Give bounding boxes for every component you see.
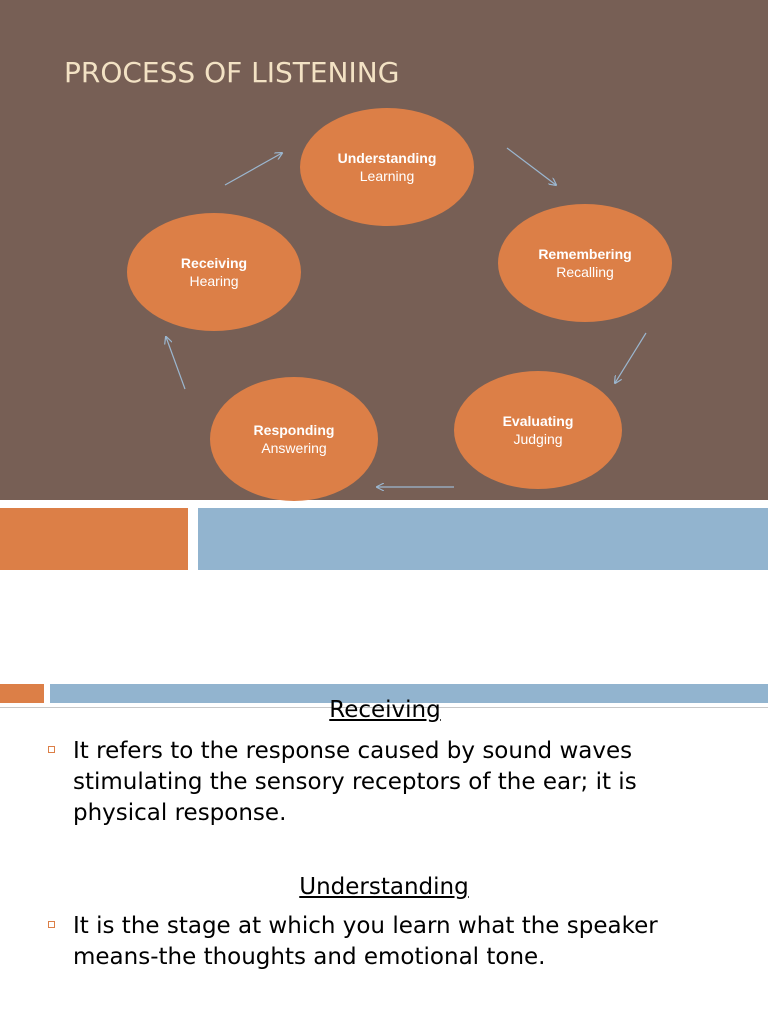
bullet-square-icon <box>48 746 55 753</box>
footer-accent-blue <box>198 508 768 570</box>
stage-subtitle: Learning <box>359 168 415 184</box>
arrow-remembering-to-evaluating <box>615 333 646 383</box>
stage-title: Evaluating <box>502 413 574 429</box>
stage-title: Remembering <box>538 246 632 262</box>
stage-title: Responding <box>253 422 335 438</box>
footer-accent-orange <box>0 508 188 570</box>
section-heading-receiving: Receiving <box>329 697 441 723</box>
slide-title: PROCESS OF LISTENING <box>64 56 400 89</box>
arrow-receiving-to-understanding <box>225 153 282 185</box>
stage-subtitle: Hearing <box>189 273 239 289</box>
bullet-square-icon <box>48 921 55 928</box>
stage-receiving <box>127 213 301 331</box>
stage-responding <box>210 377 378 501</box>
arrow-understanding-to-remembering <box>507 148 556 185</box>
bullet-text-understanding: It is the stage at which you learn what the speaker means-the thoughts and emotional tone. <box>73 913 658 970</box>
stage-subtitle: Judging <box>513 431 563 447</box>
stage-evaluating <box>454 371 622 489</box>
stage-subtitle: Answering <box>261 440 327 456</box>
stage-title: Receiving <box>180 255 248 271</box>
stage-subtitle: Recalling <box>556 264 614 280</box>
section-heading-understanding: Understanding <box>299 874 469 900</box>
stage-remembering <box>498 204 672 322</box>
bullet-text-receiving: It refers to the response caused by sound waves stimulating the sensory receptors of the ear; it is physical response. <box>73 738 637 826</box>
arrow-responding-to-receiving <box>166 337 185 389</box>
stage-understanding <box>300 108 474 226</box>
stage-title: Understanding <box>337 150 437 166</box>
